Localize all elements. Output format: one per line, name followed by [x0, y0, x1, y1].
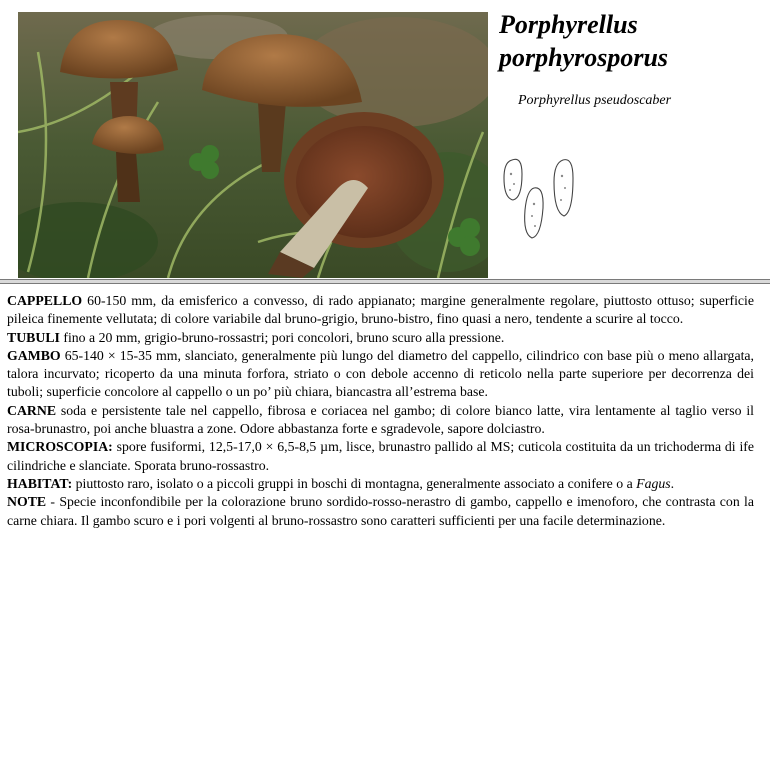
text-habitat-end: . — [670, 475, 675, 491]
section-gambo — [7, 347, 754, 402]
text-gambo: 65-140 × 15-35 mm, slanciato, generalmente più lungo del diametro del cappello, cilindrico con base più o meno allargata, talora incurvato; ricoperto da una minuta forfora, striato o con debole accenno di reticolo nella parte superiore per decorrenza dei tuboli; superficie concolore al cappello o un po’ più chiara, biancastra all’estrema base. — [7, 347, 754, 400]
heading-habitat: HABITAT: — [7, 475, 73, 491]
title-genus: Porphyrellus — [499, 10, 638, 39]
spore-drawing-icon — [496, 152, 586, 244]
section-cappello — [7, 292, 754, 329]
heading-microscopia: MICROSCOPIA: — [7, 439, 113, 455]
section-microscopia — [7, 438, 754, 475]
synonym-name: Porphyrellus pseudoscaber — [518, 93, 672, 108]
section-tubuli — [7, 329, 754, 347]
title-epithet: porphyrosporus — [499, 43, 669, 72]
mushroom-photo-icon — [18, 12, 488, 278]
section-habitat — [7, 475, 754, 493]
species-description — [7, 292, 754, 530]
spore-drawing — [496, 152, 586, 244]
text-carne: soda e persistente tale nel cappello, fibrosa e coriacea nel gambo; di colore bianco latte, vira lentamente al taglio verso il rosa-brunastro, poi anche bluastra a zone. Odore abbastanza forte e sgradevole, sapore dolciastro. — [7, 402, 754, 437]
genus-fagus: Fagus — [636, 475, 671, 491]
heading-tubuli: TUBULI — [7, 329, 60, 345]
heading-carne: CARNE — [7, 402, 57, 418]
text-habitat: piuttosto raro, isolato o a piccoli gruppi in boschi di montagna, generalmente associato a conifere o a — [72, 475, 637, 491]
text-cappello: 60-150 mm, da emisferico a convesso, di rado appianato; margine generalmente regolare, piuttosto ottuso; superficie pileica finemente vellutata; di colore variabile dal bruno-grigio, bruno-bistro, fino quasi a nero, tendente a scurire al tocco. — [7, 293, 754, 327]
section-note — [7, 493, 754, 530]
heading-cappello: CAPPELLO — [7, 293, 83, 308]
heading-gambo: GAMBO — [7, 347, 61, 363]
section-divider — [0, 279, 770, 284]
heading-note: NOTE — [7, 494, 47, 510]
text-tubuli: fino a 20 mm, grigio-bruno-rossastri; pori concolori, bruno scuro alla pressione. — [59, 329, 505, 345]
section-carne — [7, 402, 754, 439]
text-note: - Specie inconfondibile per la colorazione bruno sordido-rosso-nerastro di gambo, cappello e imenoforo, che contrasta con la carne chiara. Il gambo scuro e i pori volgenti al bruno-rossastro sono caratteri sufficienti per una facile determinazione. — [7, 494, 754, 528]
mushroom-photo — [18, 12, 488, 278]
species-title — [499, 8, 668, 74]
text-microscopia: spore fusiformi, 12,5-17,0 × 6,5-8,5 µm, lisce, brunastro pallido al MS; cuticola costituita da un trichoderma di ife cilindriche e slanciate. Sporata bruno-rossastro. — [7, 439, 754, 473]
